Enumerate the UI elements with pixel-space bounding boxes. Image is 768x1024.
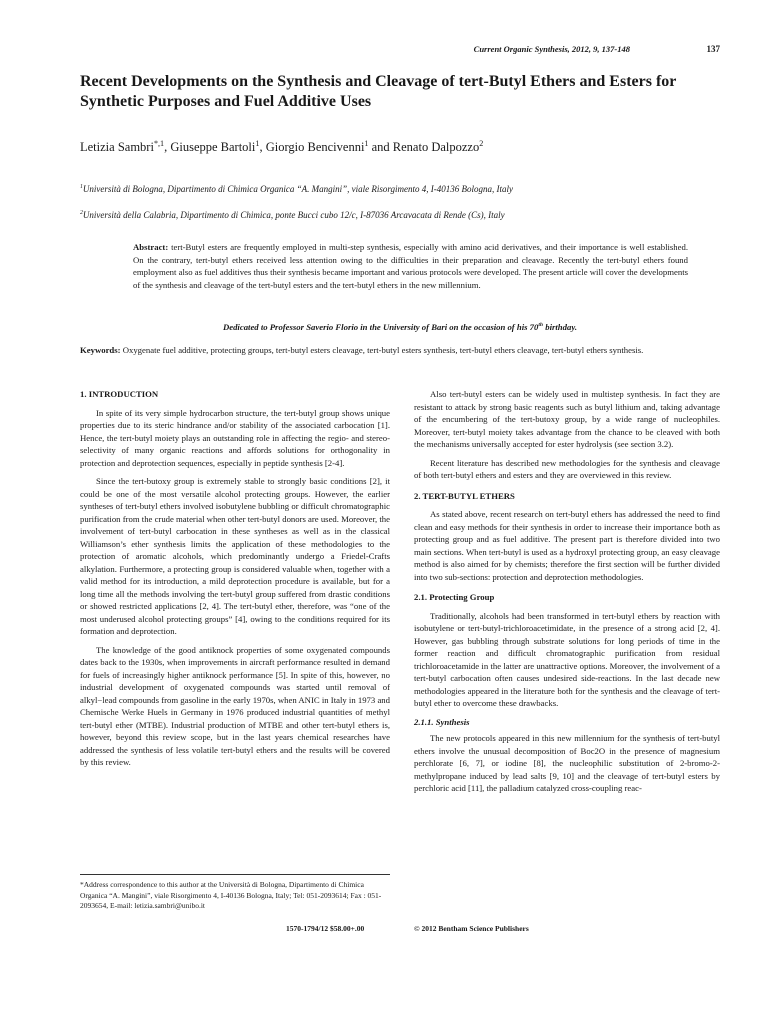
body-paragraph: The knowledge of the good antiknock properties of some oxygenated compounds dates back to the 1930s, when improvements in aircraft performance resulted in demand for fuels of increasingly higher antiknock performance [5]. In spite of this, however, no industrial development of oxygenated compounds was started until removal of alkyl−lead compounds from gasoline in the early 1970s, when ANIC in Italy in 1973 and Chemische Werke Huels in Germany in 1976 produced industrial quantities of methyl tert-butyl ether (MTBE). Industrial production of MTBE and other tert-butyl ethers is, however, beyond this review scope, but in the last years chemical researches have addressed the synthesis of less volatile tert-butyl ethers and the results will be covered by this review. (80, 644, 390, 767)
body-paragraph: In spite of its very simple hydrocarbon structure, the tert-butyl group shows unique properties due to its steric hindrance and/or stability of the associated carbocation [1]. Hence, the tert-butyl moiety plays an outstanding role in affecting the regio- and stereo-selectivity of many organic reactions and affords solutions for orthogonality in protection and deprotection sequences, especially in peptide synthesis [2-4]. (80, 407, 390, 468)
page-number: 137 (706, 44, 720, 54)
affiliation (80, 210, 720, 220)
author-name: Giuseppe Bartoli (170, 140, 256, 154)
author-separator: and (368, 140, 393, 154)
issn-line: 1570-1794/12 $58.00+.00 (286, 924, 365, 933)
author-separator: , (259, 140, 266, 154)
subsubsection-heading: 2.1.1. Synthesis (414, 716, 470, 727)
dedication (80, 322, 720, 332)
body-paragraph: As stated above, recent research on tert-butyl ethers has addressed the need to find clean and easy methods for their synthesis in order to increase their importance both as protecting group and as fuel additive. The present part is therefore divided into two main sections. When tert-butyl is used as a hydroxyl protecting group, an easy cleavage method is also aimed for by chemists; therefore the first section will be further divided into two sub-sections: protection and deprotection methodologies. (414, 509, 720, 582)
journal-header: Current Organic Synthesis, 2012, 9, 137-148 (473, 44, 630, 54)
section-heading: 1. INTRODUCTION (80, 389, 159, 399)
body-paragraph: Traditionally, alcohols had been transformed in tert-butyl ethers by reaction with isobutylene or tert-butyl-trichloroacetimidate, in the presence of a strong acid [2, 4]. However, gas bubbling through substrate solutions for long periods of time in the former reaction and difficult chromatographic purification from residual trichloroacetamide in the latter are unattractive options. Moreover, the involvement of a tert-butyl carbocation often causes undesired side-reactions. In the last decade new methodologies appeared in the literature both for the synthesis and the cleavage of tert-butyl ether to overcome these drawbacks. (414, 610, 720, 708)
keywords-label: Keywords: (80, 345, 121, 355)
right-column (414, 388, 720, 801)
section-heading: 2. TERT-BUTYL ETHERS (414, 490, 515, 501)
subsection-heading: 2.1. Protecting Group (414, 592, 495, 602)
body-paragraph: Also tert-butyl esters can be widely used in multistep synthesis. In fact they are resistant to attack by strong basic reagents such as butyl lithium and, taking advantage of the encumbering of the tert-butoxy group, by a wide range of nucleophiles. Moreover, tert-butyl moiety takes advantage from the chance to be cleaved with both the mechanisms universally accepted for ester hydrolysis (see section 3.2). (414, 389, 720, 449)
dedication-superscript: th (538, 322, 544, 329)
affiliation-superscript: 2 (80, 210, 83, 216)
author-superscript: *,1 (153, 138, 165, 148)
author-name: Letizia Sambri (80, 140, 154, 154)
author-name: Renato Dalpozzo (392, 140, 480, 154)
affiliation-text: Università di Bologna, Dipartimento di Chimica Organica “A. Mangini”, viale Risorgimento 4, I-40136 Bologna, Italy (82, 184, 513, 194)
body-paragraph: Since the tert-butoxy group is extremely stable to strongly basic conditions [2], it could be one of the most versatile alcohol protecting groups. However, the earlier syntheses of tert-butyl ethers involved isobutylene bubbling or difficult chromatographic purification from the crude material when other tert-butyl donors are used. Moreover, the involvement of tert-butyl carbocation in these syntheses as well as in the classical Williamson’s ether synthesis limits the application of these methodologies to the protection of aromatic alcohols, which predominantly undergo a Friedel-Crafts alkylation. Furthermore, a protecting group is considered valuable when, together with a valid method for its introduction, a mild deprotection procedure is available, but for a long time all the methods involving the tert-butyl group suffered from drastic conditions or showed restricted applications [2, 4]. The tert-butyl ether, therefore, was “one of the most underused alcohol protecting groups” [4], owing to the conditions required for its formation and deprotection. (80, 476, 390, 636)
body-paragraph: The new protocols appeared in this new millennium for the synthesis of tert-butyl ethers involve the unusual decomposition of Boc2O in the presence of magnesium perchlorate [6, 7], or iodine [8], the nucleophilic substitution of 2-bromo-2-methylpropane induced by lead salts [9, 10] and the cleavage of tert-butyl esters by perchloric acid [11], the palladium catalyzed cross-coupling reac- (414, 733, 720, 793)
author-superscript: 1 (255, 138, 260, 148)
affiliation-text: Università della Calabria, Dipartimento di Chimica, ponte Bucci cubo 12/c, I-87036 Arcavacata di Rende (Cs), Italy (82, 210, 505, 220)
abstract-label: Abstract: (133, 242, 169, 252)
left-column (80, 388, 390, 775)
keywords (80, 344, 720, 357)
author-separator: , (164, 140, 171, 154)
keywords-text: Oxygenate fuel additive, protecting groups, tert-butyl esters cleavage, tert-butyl esters synthesis, tert-butyl ethers cleavage, tert-butyl ethers synthesis. (122, 345, 644, 355)
dedication-end: birthday. (543, 322, 578, 332)
article-title: Recent Developments on the Synthesis and Cleavage of tert-Butyl Ethers and Esters for Synthetic Purposes and Fuel Additive Uses (80, 73, 677, 110)
author-list (80, 140, 720, 155)
affiliation-superscript: 1 (80, 184, 83, 190)
abstract (133, 241, 688, 291)
author-superscript: 1 (364, 138, 369, 148)
dedication-text: Dedicated to Professor Saverio Florio in the University of Bari on the occasion of his 70 (222, 322, 539, 332)
author-name: Giorgio Bencivenni (265, 140, 365, 154)
abstract-text: tert-Butyl esters are frequently employed in multi-step synthesis, especially with amino acid derivatives, and their importance is well established. On the contrary, tert-butyl ethers received less attention owing to the difficulties in their preparation and cleavage. Recently the tert-butyl ethers found employment also as fuel additives thus their synthesis became important and various protocols were developed. The present article will cover the developments of the synthesis and cleavage of the tert-butyl esters and the tert-butyl ethers in the new millennium. (133, 242, 688, 290)
affiliation (80, 184, 720, 194)
body-paragraph: Recent literature has described new methodologies for the synthesis and cleavage of both tert-butyl ethers and esters and they are overviewed in this review. (414, 457, 720, 480)
correspondence-footnote: *Address correspondence to this author at the Università di Bologna, Dipartimento di Chimica Organica “A. Mangini”, viale Risorgimento 4, I-40136 Bologna, Italy; Tel: 051-2093614; Fax : 051-2093654, E-mail: letizia.sambri@unibo.it (80, 874, 390, 912)
author-superscript: 2 (479, 138, 484, 148)
copyright-line: © 2012 Bentham Science Publishers (414, 924, 529, 933)
